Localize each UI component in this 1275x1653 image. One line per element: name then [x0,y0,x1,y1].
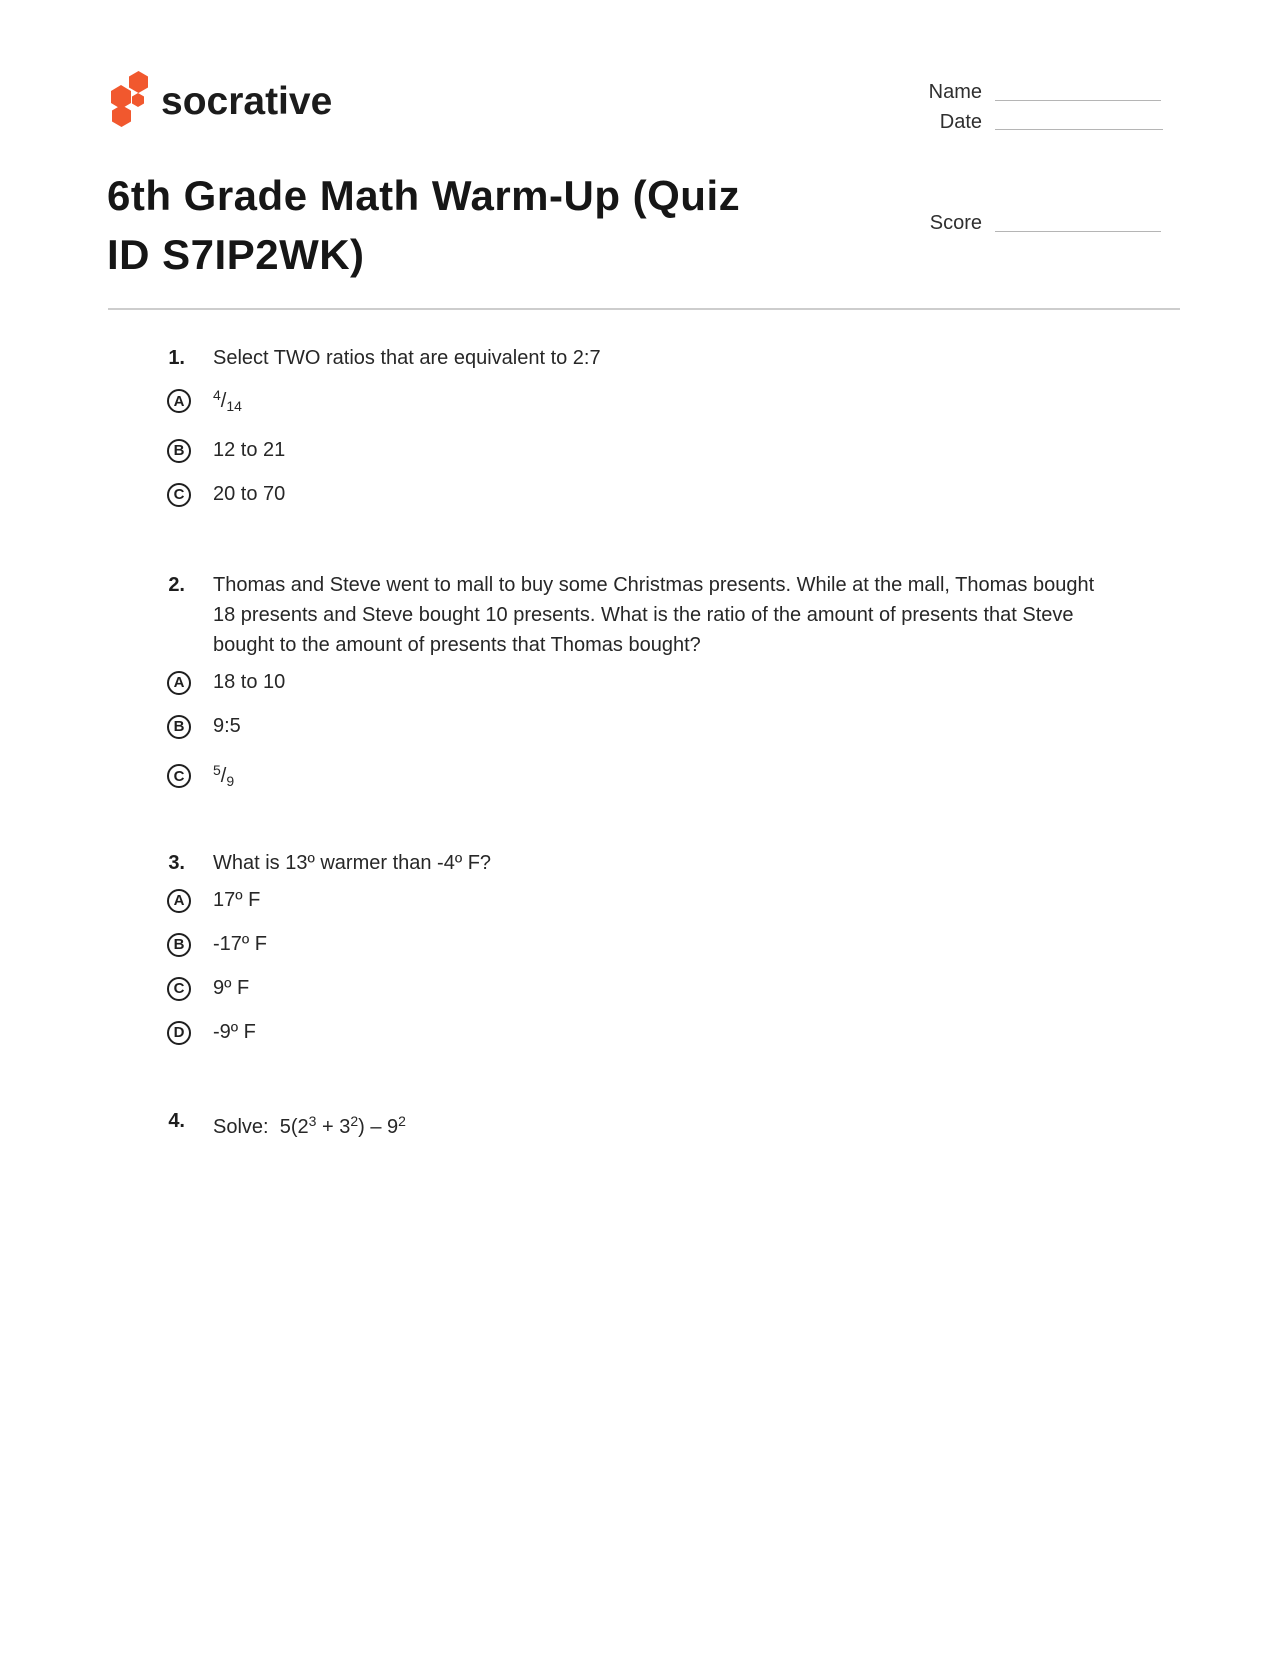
page-title-line2: ID S7IP2WK) [107,231,365,278]
text-sup-segment: 3 [308,1113,317,1129]
answer-option [173,712,1101,741]
text-segment: Solve: 5(2 [213,1116,309,1138]
answer-option [173,886,1101,915]
question-prompt [213,343,1101,373]
option-letter-circle: C [167,977,191,1001]
question-number: 3. [168,852,185,874]
option-text [213,886,260,915]
question-prompt [213,848,1101,878]
text-segment: -17º F [213,933,267,955]
option-letter-circle: A [167,389,191,413]
option-text [213,756,234,796]
question-number: 2. [168,574,185,596]
text-segment: 12 to 21 [213,439,286,461]
question-number: 1. [168,347,185,369]
option-text [213,974,249,1003]
text-segment: What is 13º warmer than -4º F? [213,852,492,874]
text-sup-segment: 4 [213,387,221,403]
option-letter-circle: B [167,715,191,739]
option-letter-circle: B [167,439,191,463]
option-text [213,381,242,421]
text-segment: 17º F [213,889,261,911]
text-sup-segment: 2 [398,1113,406,1129]
option-text [213,436,285,465]
date-field-label: Date [939,111,982,133]
option-letter-circle: B [167,933,191,957]
question [168,1106,1101,1142]
question [168,848,1101,1047]
page-title-line1: 6th Grade Math Warm-Up (Quiz [107,172,741,219]
text-segment: ) – 9 [358,1116,399,1138]
text-segment: 18 to 10 [213,671,286,693]
answer-option [173,756,1101,796]
option-letter-circle: D [167,1021,191,1045]
option-text [213,1018,256,1047]
text-segment: 9:5 [213,715,241,737]
option-text [213,480,285,509]
text-segment: -9º F [213,1021,256,1043]
option-text [213,668,285,697]
text-segment: 9º F [213,977,250,999]
question-prompt [213,1106,1101,1142]
name-field-label: Name [928,81,982,103]
answer-option [173,974,1101,1003]
option-text [213,930,267,959]
question-prompt [213,570,1101,660]
option-text [213,712,241,741]
text-sup-segment: 5 [213,762,221,778]
option-letter-circle: A [167,889,191,913]
answer-option [173,668,1101,697]
text-segment: / [220,390,227,412]
question [168,343,1101,509]
answer-option [173,480,1101,509]
answer-option [173,381,1101,421]
text-segment: / [220,765,227,787]
option-letter-circle: A [167,671,191,695]
question [168,570,1101,796]
option-letter-circle: C [167,483,191,507]
text-segment: + 3 [316,1116,351,1138]
answer-option [173,1018,1101,1047]
answer-option [173,436,1101,465]
text-segment: Thomas and Steve went to mall to buy some Christmas presents. While at the mall, Thomas bought 18 presents and Steve bought 10 presents. What is the ratio of the amount of presents that Steve bought to the amount of presents that Thomas bought? [213,574,1095,656]
text-sub-segment: 9 [226,773,235,789]
answer-option [173,930,1101,959]
socrative-wordmark: socrative [161,80,333,123]
text-segment: 20 to 70 [213,483,286,505]
text-sup-segment: 2 [350,1113,359,1129]
text-segment: Select TWO ratios that are equivalent to 2:7 [213,347,601,369]
score-field-label: Score [929,212,982,234]
option-letter-circle: C [167,764,191,788]
text-sub-segment: 14 [226,398,242,414]
question-number: 4. [168,1110,185,1132]
